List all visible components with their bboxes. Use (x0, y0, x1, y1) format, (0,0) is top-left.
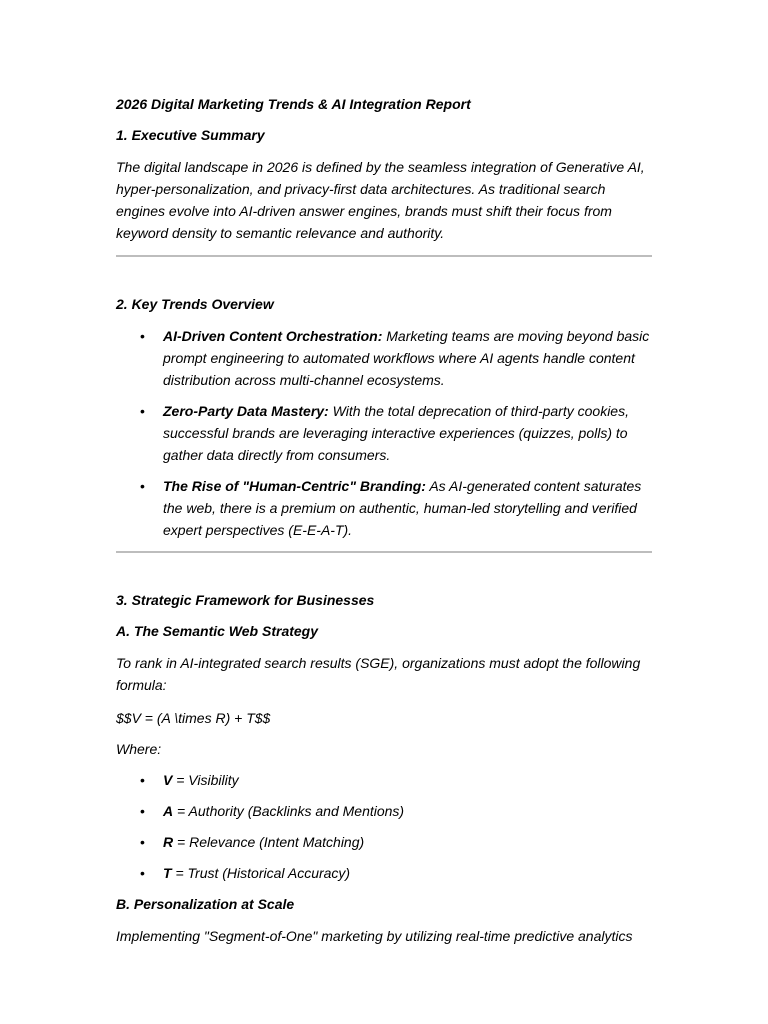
document-title: 2026 Digital Marketing Trends & AI Integration Report (116, 96, 471, 112)
variable-definition: = Visibility (172, 772, 239, 788)
key-trends-list (116, 325, 652, 541)
variable-definition: = Authority (Backlinks and Mentions) (173, 803, 405, 819)
bullet-icon: • (140, 865, 145, 881)
variable-definition: = Relevance (Intent Matching) (173, 834, 365, 850)
bullet-icon: • (140, 403, 145, 419)
list-item (116, 800, 652, 822)
semantic-web-intro: To rank in AI-integrated search results (SGE), organizations must adopt the following formula: (116, 655, 641, 693)
variable-symbol: T (163, 865, 172, 881)
list-item-text: With the total deprecation of third-party cookies, successful brands are leveraging interactive experiences (quizzes, polls) to gather data directly from consumers. (163, 403, 629, 463)
section-heading-executive-summary: 1. Executive Summary (116, 127, 265, 143)
variable-definition: = Trust (Historical Accuracy) (171, 865, 351, 881)
bullet-icon: • (140, 328, 145, 344)
bullet-icon: • (140, 772, 145, 788)
subsection-heading-personalization: B. Personalization at Scale (116, 896, 295, 912)
subsection-heading-semantic-web: A. The Semantic Web Strategy (116, 623, 319, 639)
list-item (116, 769, 652, 791)
section-heading-key-trends: 2. Key Trends Overview (116, 296, 274, 312)
executive-summary-paragraph: The digital landscape in 2026 is defined by the seamless integration of Generative AI, hyper-personalization, and privacy-first data architectures. As traditional search engines evolve into AI-driven answer engines, brands must shift their focus from keyword density to semantic relevance and authority. (116, 159, 645, 241)
list-item-term: Zero-Party Data Mastery: (163, 403, 329, 419)
formula-where-label: Where: (116, 741, 162, 757)
list-item (116, 831, 652, 853)
list-item-term: The Rise of "Human-Centric" Branding: (163, 478, 426, 494)
section-heading-strategic-framework: 3. Strategic Framework for Businesses (116, 592, 375, 608)
list-item (116, 862, 652, 884)
list-item (116, 475, 652, 541)
list-item-text: Marketing teams are moving beyond basic prompt engineering to automated workflows where AI agents handle content distribution across multi-channel ecosystems. (163, 328, 650, 388)
variable-symbol: V (163, 772, 173, 788)
list-item-text: As AI-generated content saturates the web, there is a premium on authentic, human-led storytelling and verified expert perspectives (E-E-A-T). (163, 478, 642, 538)
variable-symbol: A (163, 803, 174, 819)
list-item (116, 400, 652, 466)
personalization-paragraph: Implementing "Segment-of-One" marketing by utilizing real-time predictive analytics (116, 928, 633, 944)
variable-symbol: R (163, 834, 174, 850)
formula-variables-list (116, 769, 652, 884)
list-item-term: AI-Driven Content Orchestration: (163, 328, 383, 344)
bullet-icon: • (140, 834, 145, 850)
bullet-icon: • (140, 478, 145, 494)
list-item (116, 325, 652, 391)
formula-text: $$V = (A \times R) + T$$ (116, 710, 271, 726)
bullet-icon: • (140, 803, 145, 819)
